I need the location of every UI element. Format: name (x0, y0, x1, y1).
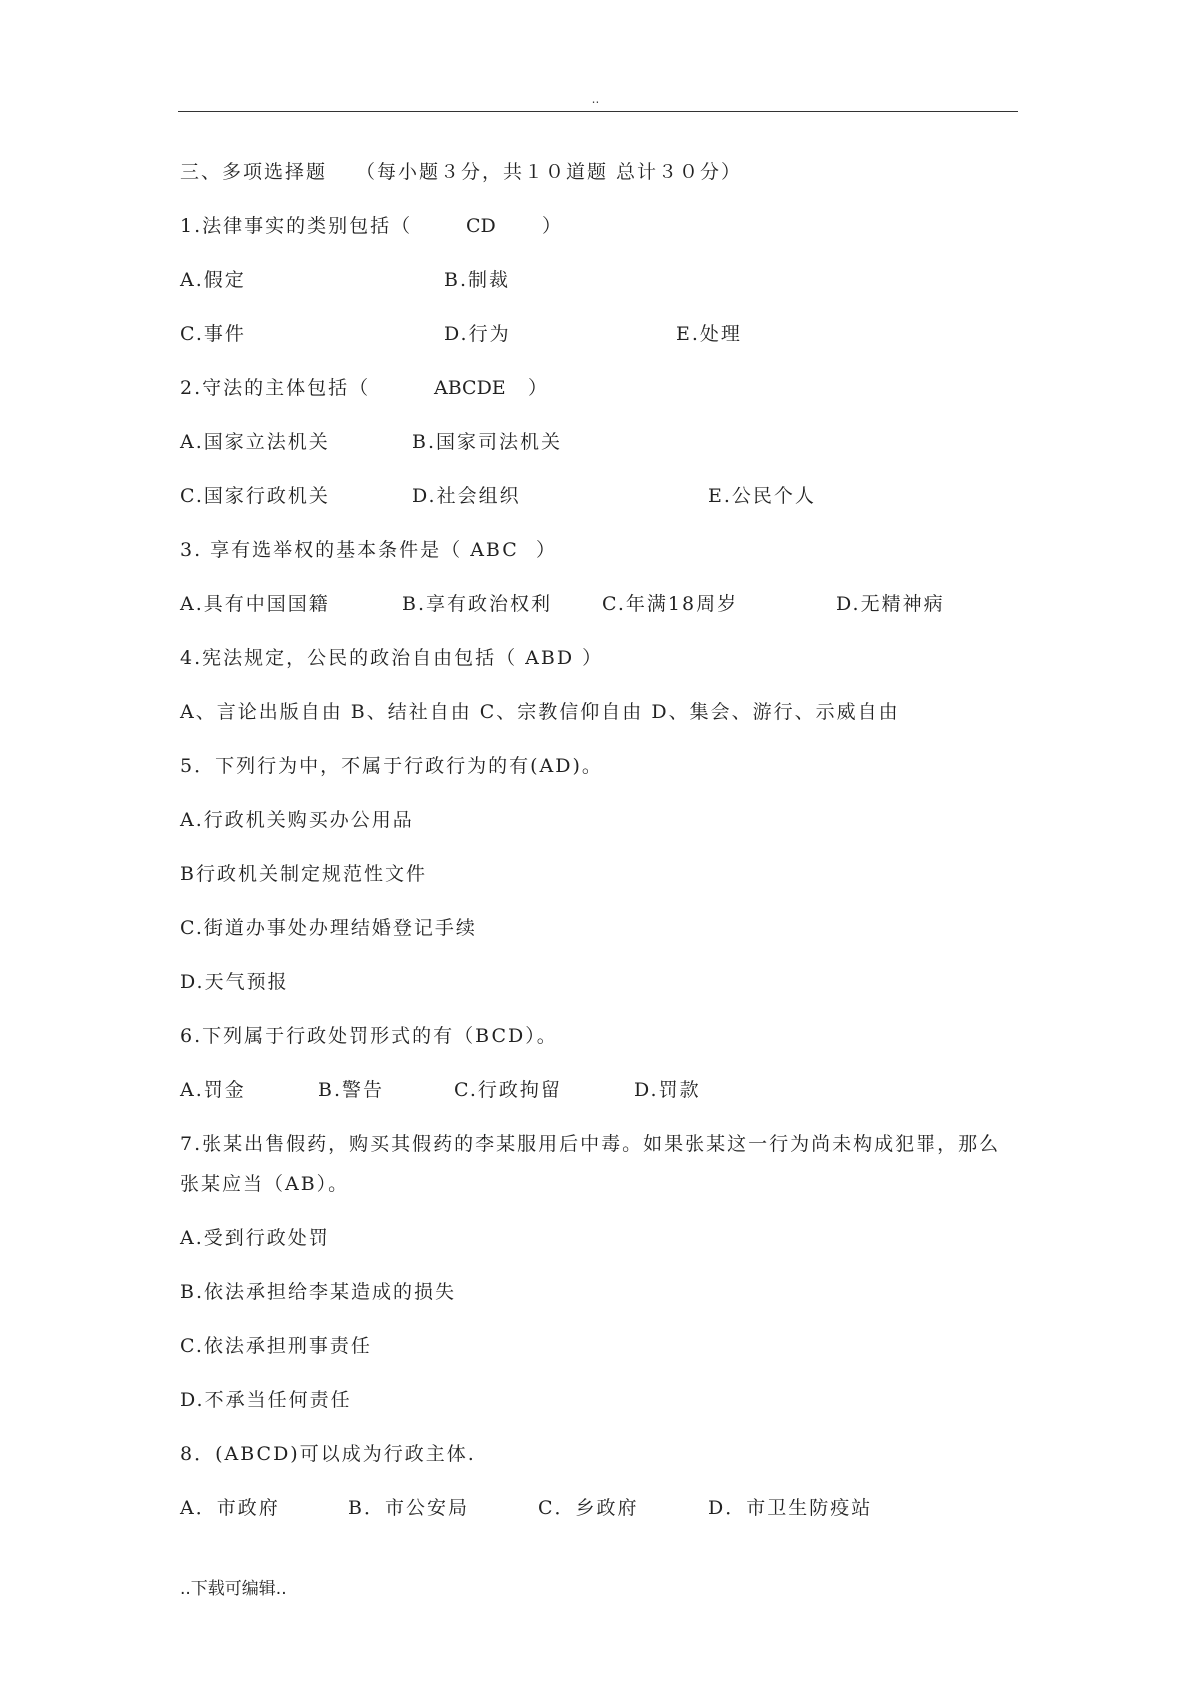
question-3-option-d: D.无精神病 (836, 593, 945, 615)
question-5-option-d: D.天气预报 (180, 971, 289, 993)
question-5-stem: 5．下列行为中，不属于行政行为的有(AD)。 (180, 755, 603, 777)
question-4-options-text: A、言论出版自由 B、结社自由 C、宗教信仰自由 D、集会、游行、示威自由 (180, 701, 900, 723)
question-2-option-c: C.国家行政机关 (180, 485, 330, 507)
question-2-option-b: B.国家司法机关 (412, 431, 563, 453)
question-1-option-a: A.假定 (180, 269, 246, 291)
question-5-option-b: B行政机关制定规范性文件 (180, 863, 427, 885)
question-6-stem: 6.下列属于行政处罚形式的有（BCD）。 (180, 1025, 558, 1047)
question-1-option-b: B.制裁 (444, 269, 511, 291)
header-dots: .. (591, 92, 600, 106)
question-6-option-c: C.行政拘留 (454, 1079, 562, 1101)
question-2-stem: 2.守法的主体包括（ (180, 377, 371, 399)
question-8-stem: 8．(ABCD)可以成为行政主体. (180, 1443, 476, 1465)
section-title: 三、多项选择题 (180, 161, 328, 183)
question-1-answer: CD (466, 215, 496, 237)
question-3-option-b: B.享有政治权利 (402, 593, 553, 615)
question-8-option-c: C．乡政府 (538, 1497, 639, 1519)
footer-note: ..下载可编辑.. (180, 1579, 287, 1599)
question-3-option-a: A.具有中国国籍 (180, 593, 330, 615)
question-3-close: ） (536, 539, 558, 561)
question-7-option-d: D.不承当任何责任 (180, 1389, 352, 1411)
question-2-option-d: D.社会组织 (412, 485, 521, 507)
question-4-stem: 4.宪法规定，公民的政治自由包括（ ABD ） (180, 647, 604, 669)
header-rule (178, 111, 1018, 112)
question-1-option-d: D.行为 (444, 323, 511, 345)
question-1-option-e: E.处理 (676, 323, 742, 345)
question-8-option-a: A．市政府 (180, 1497, 280, 1519)
question-8-option-d: D．市卫生防疫站 (708, 1497, 873, 1519)
question-6-option-a: A.罚金 (180, 1079, 246, 1101)
question-5-option-a: A.行政机关购买办公用品 (180, 809, 414, 831)
question-2-close: ） (528, 377, 550, 399)
question-1-option-c: C.事件 (180, 323, 246, 345)
question-2-answer: ABCDE (434, 377, 506, 399)
question-7-stem-line-1: 7.张某出售假药，购买其假药的李某服用后中毒。如果张某这一行为尚未构成犯罪，那么 (180, 1133, 1001, 1155)
question-2-option-a: A.国家立法机关 (180, 431, 330, 453)
question-1-close: ） (542, 215, 564, 237)
question-7-stem-line-2: 张某应当（AB）。 (180, 1173, 350, 1195)
question-6-option-d: D.罚款 (634, 1079, 701, 1101)
question-1-stem: 1.法律事实的类别包括（ (180, 215, 413, 237)
question-6-option-b: B.警告 (318, 1079, 385, 1101)
question-7-option-b: B.依法承担给李某造成的损失 (180, 1281, 457, 1303)
question-7-option-c: C.依法承担刑事责任 (180, 1335, 372, 1357)
section-note: （每小题３分，共１０道题 总计３０分） (356, 161, 743, 183)
question-5-option-c: C.街道办事处办理结婚登记手续 (180, 917, 477, 939)
question-3-option-c: C.年满18周岁 (602, 593, 739, 615)
question-8-option-b: B．市公安局 (348, 1497, 469, 1519)
question-2-option-e: E.公民个人 (708, 485, 816, 507)
question-7-option-a: A.受到行政处罚 (180, 1227, 330, 1249)
question-3-stem: 3. 享有选举权的基本条件是（ ABC (180, 539, 519, 561)
